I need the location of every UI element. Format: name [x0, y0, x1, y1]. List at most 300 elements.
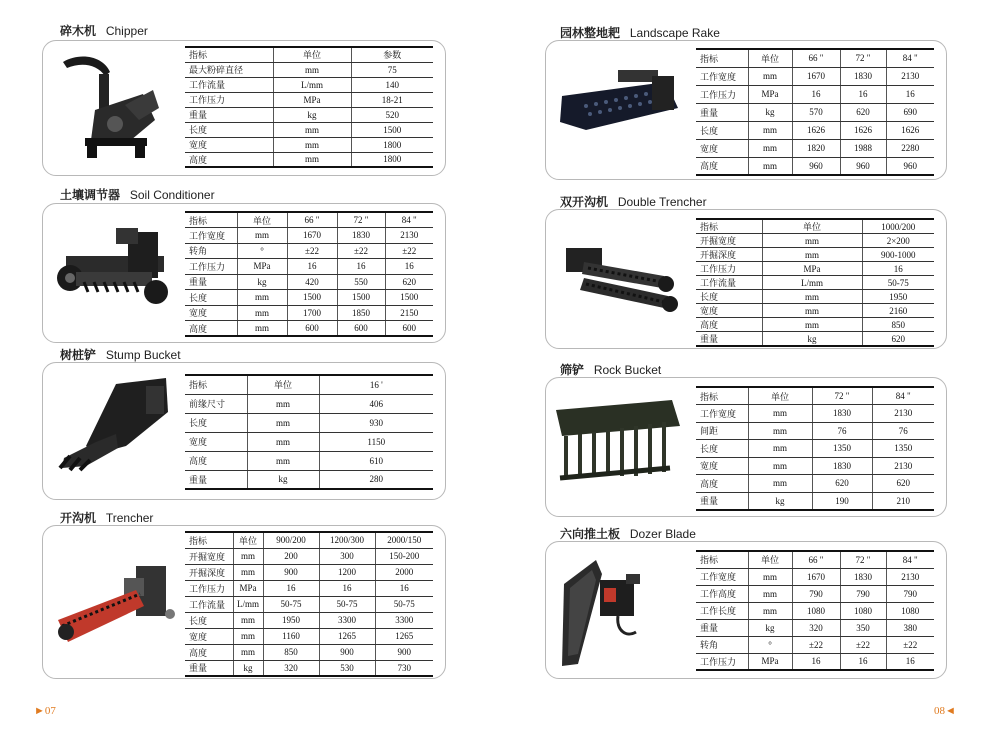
table-cell: 1830	[337, 228, 385, 244]
table-cell: 工作流量	[696, 276, 762, 290]
double-trencher-title-zh: 双开沟机	[560, 195, 609, 209]
stump-title-en: Stump Bucket	[105, 348, 181, 362]
table-cell: mm	[748, 475, 812, 493]
table-cell: ±22	[337, 243, 385, 259]
table-row	[185, 228, 433, 244]
table-cell: 高度	[696, 475, 748, 493]
table-row	[696, 157, 934, 175]
table-cell: 2130	[886, 568, 934, 585]
chipper-title	[60, 22, 148, 39]
table-cell: 2130	[872, 457, 934, 475]
table-cell: 重量	[185, 660, 233, 676]
table-cell: mm	[748, 405, 812, 423]
soil-title-zh: 土壤调节器	[60, 188, 121, 202]
table-cell: 2×200	[862, 234, 934, 248]
table-cell: 1200	[319, 564, 375, 580]
table-header-cell: 900/200	[263, 532, 319, 548]
table-header-cell: 84 "	[886, 551, 934, 568]
table-cell: 重量	[185, 470, 247, 489]
table-cell: ±22	[840, 636, 886, 653]
table-cell: mm	[237, 228, 287, 244]
table-cell: 1850	[337, 305, 385, 321]
table-cell: MPa	[762, 262, 862, 276]
table-row	[696, 585, 934, 602]
table-cell: 工作压力	[185, 580, 233, 596]
trencher-title-en: Trencher	[105, 511, 154, 525]
table-row	[696, 318, 934, 332]
table-cell: 最大粉碎直径	[185, 62, 273, 77]
table-cell: 850	[263, 644, 319, 660]
table-cell: 宽度	[696, 304, 762, 318]
table-cell: kg	[273, 107, 351, 122]
table-cell: 重量	[696, 492, 748, 510]
table-cell: kg	[237, 274, 287, 290]
table-cell: 75	[351, 62, 433, 77]
table-header-row	[185, 212, 433, 228]
table-cell: mm	[762, 304, 862, 318]
soil-spec-table	[185, 211, 433, 337]
table-header-cell: 单位	[748, 551, 792, 568]
table-cell: 16	[287, 259, 337, 275]
table-cell: 宽度	[185, 305, 237, 321]
table-cell: mm	[748, 157, 792, 175]
table-cell: mm	[748, 602, 792, 619]
table-cell: 重量	[185, 107, 273, 122]
table-row	[696, 653, 934, 670]
soil-title-en: Soil Conditioner	[129, 188, 215, 202]
table-cell: 2280	[886, 139, 934, 157]
table-cell: 190	[812, 492, 872, 510]
table-row	[185, 274, 433, 290]
table-cell: mm	[273, 152, 351, 167]
table-row	[696, 422, 934, 440]
table-cell: 高度	[696, 157, 748, 175]
table-cell: 重量	[185, 274, 237, 290]
rock-bucket-title-en: Rock Bucket	[593, 363, 662, 377]
table-cell: 2150	[385, 305, 433, 321]
table-cell: 960	[886, 157, 934, 175]
table-cell: mm	[748, 585, 792, 602]
table-cell: 3300	[375, 612, 433, 628]
rock-bucket-image	[552, 396, 684, 490]
rake-title-en: Landscape Rake	[629, 26, 720, 40]
trencher-image	[52, 560, 180, 646]
table-cell: 1670	[792, 67, 840, 85]
table-cell: 900-1000	[862, 248, 934, 262]
table-cell: mm	[748, 67, 792, 85]
landscape-rake-image	[556, 66, 686, 144]
table-row	[185, 92, 433, 107]
table-cell: mm	[273, 137, 351, 152]
table-cell: 16	[840, 85, 886, 103]
table-cell: mm	[247, 413, 319, 432]
table-row	[696, 290, 934, 304]
table-cell: 工作长度	[696, 602, 748, 619]
table-cell: 16	[319, 580, 375, 596]
table-row	[696, 276, 934, 290]
table-header-cell: 72 "	[840, 551, 886, 568]
table-row	[185, 290, 433, 306]
table-cell: 开掘深度	[696, 248, 762, 262]
table-cell: 280	[319, 470, 433, 489]
table-cell: 140	[351, 77, 433, 92]
table-row	[696, 619, 934, 636]
table-cell: 长度	[185, 413, 247, 432]
table-row	[696, 248, 934, 262]
table-cell: 宽度	[185, 137, 273, 152]
table-row	[696, 262, 934, 276]
table-header-cell: 单位	[233, 532, 263, 548]
table-cell: 1988	[840, 139, 886, 157]
table-cell: 2130	[385, 228, 433, 244]
table-row	[696, 636, 934, 653]
chipper-spec-table	[185, 46, 433, 168]
table-cell: mm	[748, 440, 812, 458]
table-header-cell: 指标	[696, 387, 748, 405]
table-cell: 1670	[287, 228, 337, 244]
table-cell: 600	[385, 321, 433, 337]
table-cell: 1080	[840, 602, 886, 619]
table-cell: mm	[762, 290, 862, 304]
table-cell: L/mm	[273, 77, 351, 92]
table-cell: 16	[886, 85, 934, 103]
table-cell: mm	[233, 628, 263, 644]
table-cell: 16	[375, 580, 433, 596]
table-cell: 长度	[185, 122, 273, 137]
table-cell: 高度	[185, 321, 237, 337]
table-cell: 1800	[351, 152, 433, 167]
table-cell: 长度	[696, 121, 748, 139]
table-row	[185, 243, 433, 259]
table-cell: mm	[762, 318, 862, 332]
table-row	[185, 152, 433, 167]
chipper-title-zh: 碎木机	[60, 24, 97, 38]
trencher-title-zh: 开沟机	[60, 511, 97, 525]
table-row	[696, 440, 934, 458]
table-cell: mm	[748, 121, 792, 139]
rock-bucket-title	[560, 361, 661, 378]
table-cell: mm	[237, 305, 287, 321]
table-cell: 重量	[696, 332, 762, 347]
table-cell: 380	[886, 619, 934, 636]
table-header-cell: 84 "	[872, 387, 934, 405]
table-header-cell: 1200/300	[319, 532, 375, 548]
table-cell: 1950	[263, 612, 319, 628]
rake-title	[560, 24, 720, 41]
table-cell: 工作流量	[185, 77, 273, 92]
table-row	[696, 304, 934, 318]
table-cell: 开掘宽度	[185, 548, 233, 564]
table-cell: 宽度	[185, 432, 247, 451]
table-cell: 1080	[886, 602, 934, 619]
table-cell: 转角	[696, 636, 748, 653]
table-cell: mm	[748, 457, 812, 475]
table-cell: 1950	[862, 290, 934, 304]
table-cell: 18-21	[351, 92, 433, 107]
table-cell: 1830	[840, 67, 886, 85]
table-cell: 200	[263, 548, 319, 564]
table-cell: 工作压力	[696, 262, 762, 276]
table-cell: mm	[273, 122, 351, 137]
table-cell: kg	[748, 103, 792, 121]
table-header-cell: 66 "	[792, 551, 840, 568]
table-cell: 530	[319, 660, 375, 676]
table-cell: 690	[886, 103, 934, 121]
table-cell: 工作压力	[696, 85, 748, 103]
table-header-cell: 1000/200	[862, 219, 934, 234]
table-cell: 50-75	[263, 596, 319, 612]
table-cell: ±22	[886, 636, 934, 653]
table-cell: 50-75	[375, 596, 433, 612]
table-cell: 850	[862, 318, 934, 332]
table-cell: mm	[247, 451, 319, 470]
table-cell: 16	[792, 653, 840, 670]
table-cell: 高度	[185, 152, 273, 167]
table-row	[696, 85, 934, 103]
table-row	[696, 602, 934, 619]
table-cell: 550	[337, 274, 385, 290]
table-header-cell: 84 "	[385, 212, 433, 228]
table-cell: 1500	[287, 290, 337, 306]
table-cell: 工作压力	[185, 92, 273, 107]
table-cell: 730	[375, 660, 433, 676]
table-cell: 610	[319, 451, 433, 470]
table-row	[185, 137, 433, 152]
table-cell: 1830	[840, 568, 886, 585]
table-cell: 300	[319, 548, 375, 564]
table-cell: 930	[319, 413, 433, 432]
table-cell: 工作宽度	[696, 568, 748, 585]
table-cell: 工作宽度	[696, 405, 748, 423]
table-cell: mm	[762, 234, 862, 248]
table-header-cell: 指标	[696, 219, 762, 234]
table-header-cell: 66 "	[287, 212, 337, 228]
table-header-row	[696, 387, 934, 405]
table-header-cell: 参数	[351, 47, 433, 62]
table-header-cell: 单位	[237, 212, 287, 228]
table-cell: mm	[748, 422, 812, 440]
double-trencher-spec-table	[696, 218, 934, 347]
table-cell: 600	[337, 321, 385, 337]
table-cell: 16	[792, 85, 840, 103]
table-row	[185, 470, 433, 489]
table-cell: 16	[840, 653, 886, 670]
table-row	[696, 121, 934, 139]
table-cell: 790	[840, 585, 886, 602]
table-cell: 790	[792, 585, 840, 602]
table-cell: 1626	[886, 121, 934, 139]
table-row	[696, 568, 934, 585]
table-cell: 900	[375, 644, 433, 660]
table-cell: 900	[319, 644, 375, 660]
table-header-cell: 72 "	[337, 212, 385, 228]
table-cell: 1160	[263, 628, 319, 644]
table-cell: 210	[872, 492, 934, 510]
table-row	[185, 259, 433, 275]
table-row	[185, 432, 433, 451]
table-row	[696, 492, 934, 510]
chipper-title-en: Chipper	[105, 24, 148, 38]
table-cell: ±22	[792, 636, 840, 653]
table-cell: mm	[247, 432, 319, 451]
table-cell: 重量	[696, 619, 748, 636]
table-header-cell: 66 "	[792, 49, 840, 67]
table-cell: 16	[337, 259, 385, 275]
dozer-blade-title	[560, 525, 696, 542]
table-header-cell: 84 "	[886, 49, 934, 67]
table-cell: 620	[812, 475, 872, 493]
table-cell: mm	[273, 62, 351, 77]
table-row	[185, 77, 433, 92]
table-cell: kg	[233, 660, 263, 676]
table-cell: 1820	[792, 139, 840, 157]
table-row	[696, 332, 934, 347]
table-cell: 76	[872, 422, 934, 440]
table-cell: 高度	[696, 318, 762, 332]
table-row	[185, 413, 433, 432]
table-cell: L/mm	[233, 596, 263, 612]
table-cell: mm	[233, 644, 263, 660]
table-cell: 转角	[185, 243, 237, 259]
table-cell: 76	[812, 422, 872, 440]
table-cell: MPa	[748, 653, 792, 670]
table-cell: mm	[237, 290, 287, 306]
table-row	[185, 564, 433, 580]
table-cell: 790	[886, 585, 934, 602]
table-cell: 重量	[696, 103, 748, 121]
table-cell: L/mm	[762, 276, 862, 290]
table-cell: 1150	[319, 432, 433, 451]
table-cell: 350	[840, 619, 886, 636]
table-row	[696, 139, 934, 157]
table-cell: 间距	[696, 422, 748, 440]
table-cell: 1626	[792, 121, 840, 139]
table-cell: mm	[233, 612, 263, 628]
stump-title-zh: 树桩铲	[60, 348, 97, 362]
table-cell: 570	[792, 103, 840, 121]
table-cell: 1350	[872, 440, 934, 458]
table-cell: 高度	[185, 451, 247, 470]
table-cell: 320	[263, 660, 319, 676]
table-cell: °	[237, 243, 287, 259]
table-cell: 1265	[375, 628, 433, 644]
stump-bucket-image	[56, 376, 176, 476]
table-cell: 前缘尺寸	[185, 394, 247, 413]
dozer-blade-title-en: Dozer Blade	[629, 527, 696, 541]
table-cell: 工作压力	[185, 259, 237, 275]
table-cell: 长度	[185, 612, 233, 628]
page-number-left: ►07	[34, 705, 56, 717]
table-cell: 长度	[185, 290, 237, 306]
table-row	[185, 596, 433, 612]
table-cell: 620	[840, 103, 886, 121]
table-cell: 宽度	[185, 628, 233, 644]
table-header-cell: 指标	[185, 532, 233, 548]
table-cell: 开掘深度	[185, 564, 233, 580]
table-cell: 900	[263, 564, 319, 580]
dozer-blade-title-zh: 六向推土板	[560, 527, 621, 541]
table-row	[185, 305, 433, 321]
table-header-row	[185, 47, 433, 62]
table-header-row	[185, 532, 433, 548]
table-cell: mm	[233, 564, 263, 580]
table-header-row	[696, 551, 934, 568]
table-cell: 2130	[886, 67, 934, 85]
table-cell: mm	[233, 548, 263, 564]
table-cell: 2000	[375, 564, 433, 580]
table-row	[185, 394, 433, 413]
trencher-spec-table	[185, 531, 433, 677]
table-cell: mm	[748, 139, 792, 157]
table-row	[696, 103, 934, 121]
table-cell: 2130	[872, 405, 934, 423]
table-row	[185, 122, 433, 137]
chipper-image	[55, 50, 165, 165]
table-cell: 工作高度	[696, 585, 748, 602]
table-row	[185, 628, 433, 644]
page-number-right: 08◄	[934, 705, 956, 717]
table-row	[696, 234, 934, 248]
table-cell: 620	[872, 475, 934, 493]
table-cell: 1500	[337, 290, 385, 306]
table-cell: MPa	[748, 85, 792, 103]
table-row	[696, 67, 934, 85]
table-cell: 150-200	[375, 548, 433, 564]
table-header-cell: 72 "	[840, 49, 886, 67]
table-row	[696, 457, 934, 475]
table-cell: 406	[319, 394, 433, 413]
table-cell: 长度	[696, 290, 762, 304]
table-header-cell: 2000/150	[375, 532, 433, 548]
table-cell: mm	[247, 394, 319, 413]
table-row	[696, 405, 934, 423]
rock-bucket-spec-table	[696, 386, 934, 511]
table-cell: 宽度	[696, 139, 748, 157]
table-cell: mm	[762, 248, 862, 262]
stump-title	[60, 346, 181, 363]
table-cell: 16	[886, 653, 934, 670]
table-cell: °	[748, 636, 792, 653]
table-header-cell: 指标	[185, 375, 247, 394]
table-cell: 1626	[840, 121, 886, 139]
dozer-blade-image	[556, 554, 666, 672]
table-row	[696, 475, 934, 493]
table-cell: mm	[237, 321, 287, 337]
table-row	[185, 580, 433, 596]
table-row	[185, 660, 433, 676]
table-cell: 960	[792, 157, 840, 175]
table-cell: ±22	[385, 243, 433, 259]
table-cell: 16	[862, 262, 934, 276]
table-row	[185, 612, 433, 628]
table-cell: 宽度	[696, 457, 748, 475]
table-header-cell: 单位	[273, 47, 351, 62]
rock-bucket-title-zh: 筛铲	[560, 363, 585, 377]
table-header-cell: 指标	[185, 47, 273, 62]
table-cell: 工作压力	[696, 653, 748, 670]
table-header-cell: 指标	[185, 212, 237, 228]
trencher-title	[60, 509, 153, 526]
table-cell: 600	[287, 321, 337, 337]
table-header-cell: 指标	[696, 551, 748, 568]
table-header-cell: 单位	[748, 49, 792, 67]
table-cell: 1830	[812, 405, 872, 423]
table-header-cell: 单位	[762, 219, 862, 234]
double-trencher-title-en: Double Trencher	[617, 195, 707, 209]
table-cell: 1080	[792, 602, 840, 619]
rake-spec-table	[696, 48, 934, 176]
table-row	[185, 62, 433, 77]
